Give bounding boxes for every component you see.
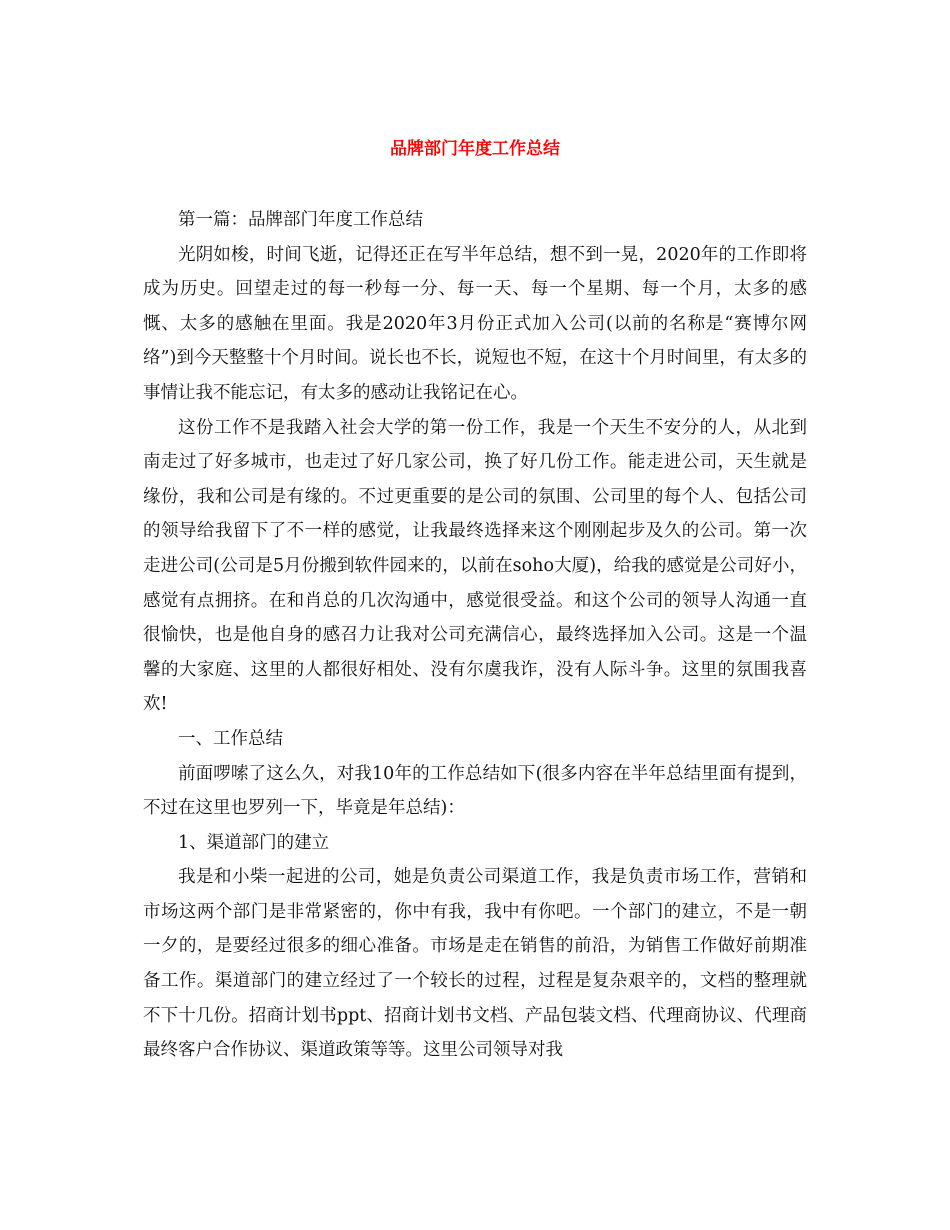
- paragraph-channel-dept: 我是和小柴一起进的公司，她是负责公司渠道工作，我是负责市场工作，营销和市场这两个部门是非常紧密的，你中有我，我中有你吧。一个部门的建立，不是一朝一夕的，是要经过很多的细心准备。市场是走在销售的前沿，为销售工作做好前期准备工作。渠道部门的建立经过了一个较长的过程，过程是复杂艰辛的，文档的整理就不下十几份。招商计划书ppt、招商计划书文档、产品包装文档、代理商协议、代理商最终客户合作协议、渠道政策等等。这里公司领导对我: [143, 867, 807, 1061]
- paragraph-heading-work-summary: 一、工作总结: [178, 728, 283, 749]
- paragraph-joining-company: 这份工作不是我踏入社会大学的第一份工作，我是一个天生不安分的人，从北到南走过了好多城市，也走过了好几家公司，换了好几份工作。能走进公司，天生就是缘份，我和公司是有缘的。不过更重要的是公司的氛围、公司里的每个人、包括公司的领导给我留下了不一样的感觉，让我最终选择来这个刚刚起步及久的公司。第一次走进公司(公司是5月份搬到软件园来的，以前在soho大厦)，给我的感觉是公司好小，感觉有点拥挤。在和肖总的几次沟通中，感觉很受益。和这个公司的领导人沟通一直很愉快，也是他自身的感召力让我对公司充满信心，最终选择加入公司。这是一个温馨的大家庭、这里的人都很好相处、没有尔虞我诈，没有人际斗争。这里的氛围我喜欢!: [143, 417, 807, 715]
- paragraph-heading-channel-dept: 1、渠道部门的建立: [178, 832, 330, 853]
- document-title: 品牌部门年度工作总结: [390, 139, 560, 159]
- document-body: [143, 203, 807, 1068]
- paragraph-intro: 光阴如梭，时间飞逝，记得还正在写半年总结，想不到一晃，2020年的工作即将成为历史。回望走过的每一秒每一分、每一天、每一个星期、每一个月，太多的感慨、太多的感触在里面。我是2020年3月份正式加入公司(以前的名称是“赛博尔网络”)到今天整整十个月时间。说长也不长，说短也不短，在这十个月时间里，有太多的事情让我不能忘记，有太多的感动让我铭记在心。: [143, 244, 807, 403]
- paragraph-summary-intro: 前面啰嗦了这么久，对我10年的工作总结如下(很多内容在半年总结里面有提到，不过在这里也罗列一下，毕竟是年总结)：: [143, 763, 807, 819]
- paragraph-section-heading: 第一篇：品牌部门年度工作总结: [178, 210, 423, 230]
